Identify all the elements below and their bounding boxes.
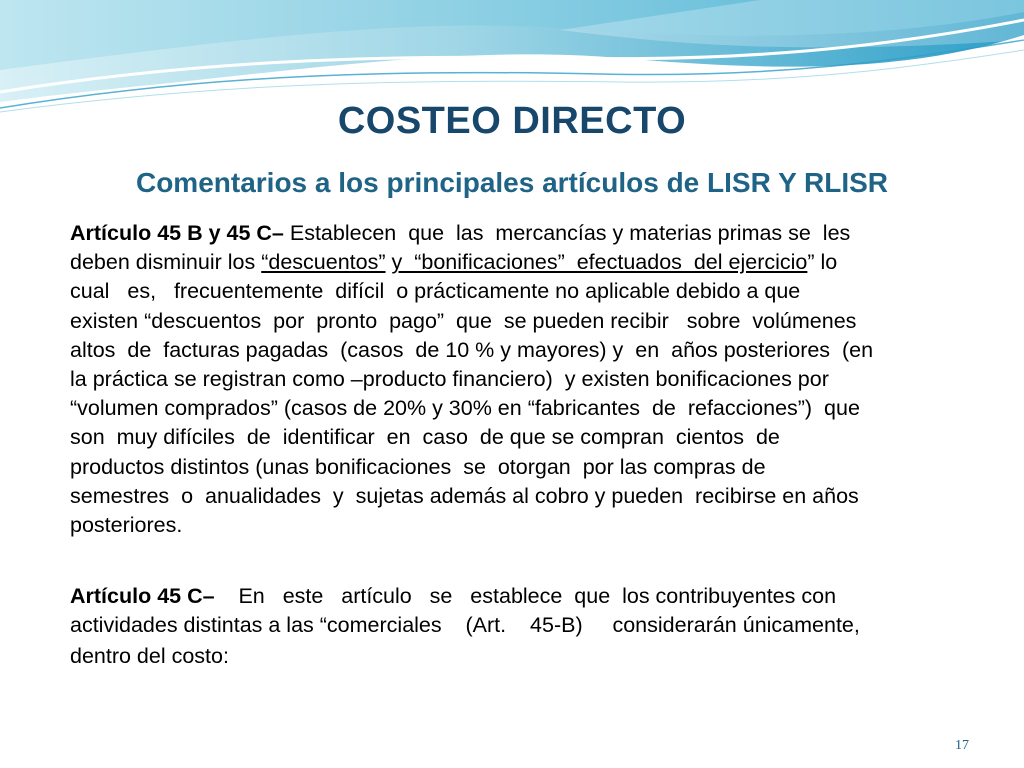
article-heading: Artículo 45 B y 45 C–	[70, 221, 284, 245]
slide-subtitle: Comentarios a los principales artículos de LISR Y RLISR	[135, 167, 889, 198]
page-number: 17	[955, 738, 969, 753]
text-line: “volumen comprados” (casos de 20% y 30% en “fabricantes de refacciones”) que	[70, 396, 860, 421]
text-line: dentro del costo:	[70, 644, 229, 669]
text-line: deben disminuir los “descuentos” y “bonificaciones” efectuados del ejercicio” lo	[70, 250, 838, 275]
text-line: Artículo 45 B y 45 C– Establecen que las mercancías y materias primas se les	[70, 221, 851, 245]
text-line: productos distintos (unas bonificaciones se otorgan por las compras de	[70, 454, 766, 479]
text-line: existen “descuentos por pronto pago” que se pueden recibir sobre volúmenes	[70, 308, 857, 333]
article-heading: Artículo 45 C–	[70, 584, 215, 608]
text-line: la práctica se registran como –producto financiero) y existen bonificaciones por	[70, 366, 829, 391]
text-line: Artículo 45 C– En este artículo se establece que los contribuyentes con	[70, 584, 837, 608]
text-line: posteriores.	[70, 512, 183, 537]
text-line: actividades distintas a las “comerciales (Art. 45-B) considerarán únicamente,	[70, 613, 860, 638]
underlined-term: y “bonificaciones” efectuados del ejercicio	[391, 250, 808, 275]
underlined-term: “descuentos”	[261, 250, 386, 275]
paragraph-article-45c	[70, 582, 975, 672]
text-line: son muy difíciles de identificar en caso de que se compran cientos de	[70, 425, 780, 450]
text-line: altos de facturas pagadas (casos de 10 % y mayores) y en años posteriores (en	[70, 337, 874, 362]
paragraph-article-45b-45c	[70, 219, 975, 540]
text-line: semestres o anualidades y sujetas además al cobro y pueden recibirse en años	[70, 483, 859, 508]
text-line: cual es, frecuentemente difícil o prácticamente no aplicable debido a que	[70, 279, 801, 304]
slide-title: COSTEO DIRECTO	[337, 100, 687, 142]
